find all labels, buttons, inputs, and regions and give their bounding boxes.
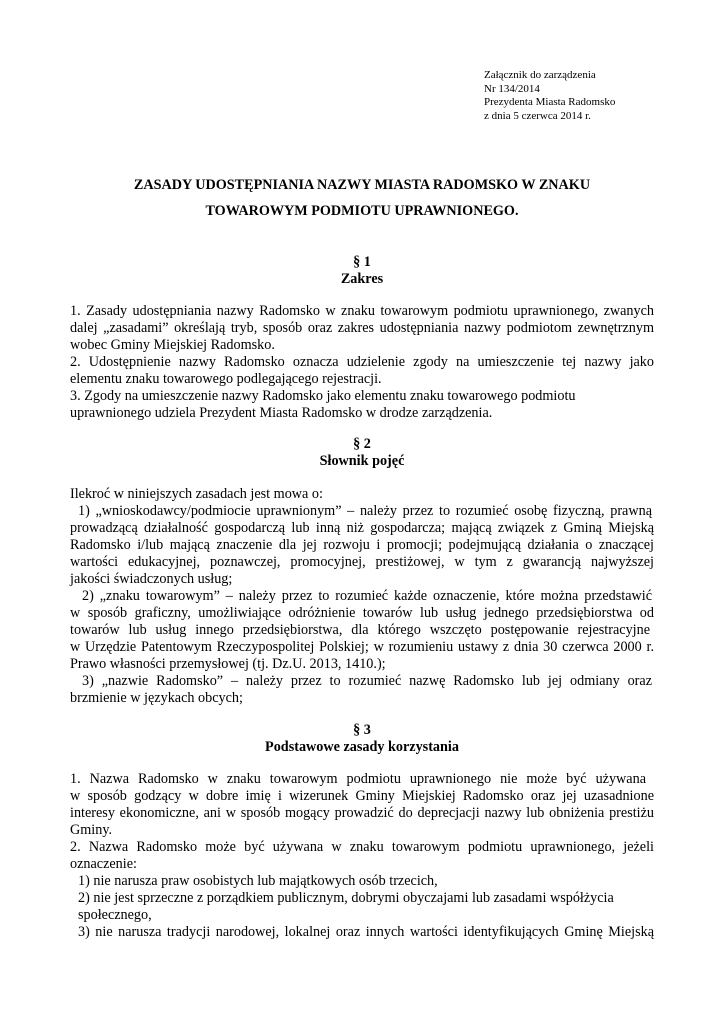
section-3-line: w sposób godzący w dobre imię i wizerunek Gminy Miejskiej Radomsko oraz jej uzasadnione <box>70 788 654 804</box>
section-2-line: w sposób graficzny, umożliwiające odróżnienie towarów lub usług jednego przedsiębiorstwa od <box>70 605 654 621</box>
section-3-line: Gminy. <box>70 822 113 838</box>
section-2-line: 3) „nazwie Radomsko” – należy przez to rozumieć nazwę Radomsko lub jej odmiany oraz <box>82 673 652 689</box>
section-2-line: jakości świadczonych usług; <box>70 571 233 587</box>
section-3-line: 1) nie narusza praw osobistych lub majątkowych osób trzecich, <box>78 873 438 889</box>
section-1-line: 3. Zgody na umieszczenie nazwy Radomsko jako elementu znaku towarowego podmiotu <box>70 388 576 404</box>
section-3-line: oznaczenie: <box>70 856 137 872</box>
attachment-note <box>484 69 615 123</box>
section-1-number: § 1 <box>353 254 371 270</box>
section-2-line: Ilekroć w niniejszych zasadach jest mowa o: <box>70 486 323 502</box>
section-2-line: 2) „znaku towarowym” – należy przez to rozumieć każde oznaczenie, które można przedstawić <box>82 588 652 604</box>
section-2-line: Prawo własności przemysłowej (tj. Dz.U. 2013, 1410.); <box>70 656 386 672</box>
attachment-line: Prezydenta Miasta Radomsko <box>484 96 616 109</box>
section-1-line: 2. Udostępnienie nazwy Radomsko oznacza udzielenie zgody na umieszczenie tej nazwy jako <box>70 354 654 370</box>
section-2-line: w Urzędzie Patentowym Rzeczypospolitej Polskiej; w rozumieniu ustawy z dnia 30 czerwca 2000 r. <box>70 639 654 655</box>
section-2-line: Radomsko i/lub mającą znaczenie dla jej rozwoju i promocji; podejmującą działania o znaczącej <box>70 537 654 553</box>
attachment-line: Załącznik do zarządzenia <box>484 69 596 81</box>
section-1-heading: Zakres <box>340 271 384 287</box>
section-2-line: towarów lub usług innego przedsiębiorstwa, dla którego wszczęto postępowanie rejestracyjne <box>70 622 650 638</box>
section-3-number: § 3 <box>353 722 371 738</box>
section-1-line: wobec Gminy Miejskiej Radomsko. <box>70 337 275 353</box>
section-1-line: elementu znaku towarowego podlegającego rejestracji. <box>70 371 382 387</box>
section-1-line: 1. Zasady udostępniania nazwy Radomsko w znaku towarowym podmiotu uprawnionego, zwanych <box>70 303 654 319</box>
section-3-line: 2) nie jest sprzeczne z porządkiem publicznym, dobrymi obyczajami lub zasadami współżycia <box>78 890 614 906</box>
section-2-line: prowadzącą działalność gospodarczą lub inną niż gospodarcza; mającą związek z Gminą Miejską <box>70 520 654 536</box>
section-3-line: 1. Nazwa Radomsko w znaku towarowym podmiotu uprawnionego nie może być używana <box>70 771 646 787</box>
document-title-line-1: ZASADY UDOSTĘPNIANIA NAZWY MIASTA RADOMSKO W ZNAKU <box>133 177 591 193</box>
section-3-line: interesy ekonomiczne, ani w sposób mogący prowadzić do deprecjacji nazwy lub obniżenia prestiżu <box>70 805 654 821</box>
section-3-line: 2. Nazwa Radomsko może być używana w znaku towarowym podmiotu uprawnionego, jeżeli <box>70 839 654 855</box>
section-2-line: 1) „wnioskodawcy/podmiocie uprawnionym” – należy przez to rozumieć osobę fizyczną, prawną <box>78 503 652 519</box>
section-2-heading: Słownik pojęć <box>319 453 405 469</box>
section-2-number: § 2 <box>353 436 371 452</box>
document-title-line-2: TOWAROWYM PODMIOTU UPRAWNIONEGO. <box>205 203 519 219</box>
section-2-line: wartości edukacyjnej, poznawczej, promocyjnej, prestiżowej, w tym z gwarancją najwyższej <box>70 554 654 570</box>
attachment-line: z dnia 5 czerwca 2014 r. <box>484 109 591 122</box>
section-1-line: uprawnionego udziela Prezydent Miasta Radomsko w drodze zarządzenia. <box>70 405 493 421</box>
section-3-line: 3) nie narusza tradycji narodowej, lokalnej oraz innych wartości identyfikujących Gminę Miejską <box>78 924 654 940</box>
section-3-line: społecznego, <box>78 907 152 923</box>
attachment-line: Nr 134/2014 <box>484 82 540 95</box>
section-1-line: dalej „zasadami” określają tryb, sposób oraz zakres udostępniania nazwy podmiotom zewnętrznym <box>70 320 654 336</box>
section-3-heading: Podstawowe zasady korzystania <box>265 739 459 755</box>
section-2-line: brzmienie w językach obcych; <box>70 690 243 706</box>
